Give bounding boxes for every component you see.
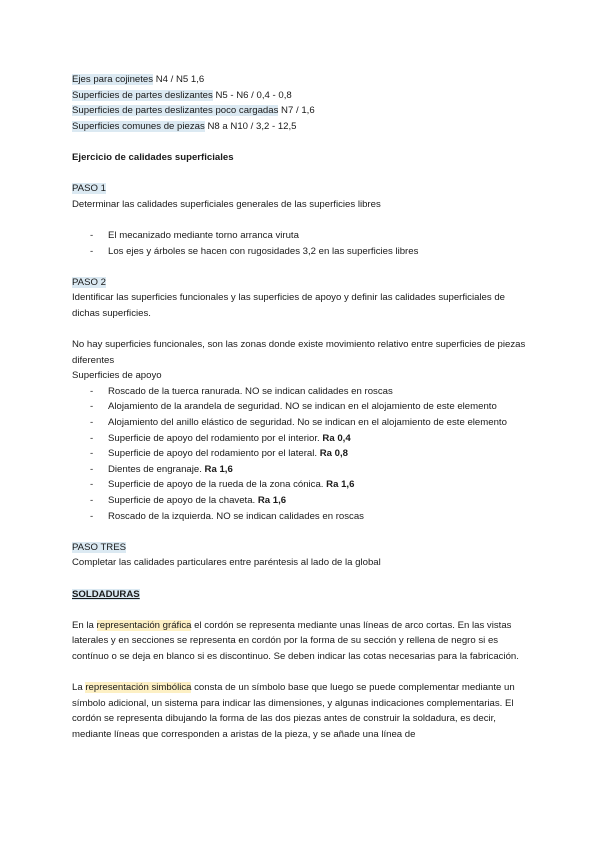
paso1-bullets — [72, 228, 528, 259]
list-item: - Roscado de la izquierda. NO se indican calidades en roscas — [90, 510, 364, 522]
highlight-term: representación simbólica — [85, 682, 192, 694]
list-item: - Dientes de engranaje. Ra 1,6 — [90, 463, 233, 475]
list-item-text: El mecanizado mediante torno arranca viruta — [108, 229, 299, 241]
list-item: - Superficie de apoyo del rodamiento por el lateral. Ra 0,8 — [90, 448, 349, 460]
roughness-item — [72, 103, 528, 119]
list-item: - Los ejes y árboles se hacen con rugosidades 3,2 en las superficies libres — [90, 245, 419, 257]
roughness-value: N4 / N5 1,6 — [153, 74, 205, 85]
roughness-value: N8 a N10 / 3,2 - 12,5 — [204, 120, 297, 132]
roughness-label: Superficies de partes deslizantes poco cargadas — [72, 105, 279, 117]
exercise-title: Ejercicio de calidades superficiales — [72, 151, 234, 163]
paso3-text: Completar las calidades particulares entre paréntesis al lado de la global — [72, 557, 381, 569]
list-item: - Roscado de la tuerca ranurada. NO se indican calidades en roscas — [90, 385, 393, 397]
list-item: - Superficie de apoyo de la chaveta. Ra 1,6 — [90, 495, 287, 507]
list-item: - Superficie de apoyo del rodamiento por el interior. Ra 0,4 — [90, 432, 351, 444]
highlight-term: representación gráfica — [96, 619, 192, 631]
roughness-label: Superficies de partes deslizantes — [72, 89, 213, 101]
roughness-value: N5 - N6 / 0,4 - 0,8 — [212, 89, 292, 101]
roughness-item — [72, 88, 528, 104]
paso2-text: Identificar las superficies funcionales y las superficies de apoyo y definir las calidades superficiales de dichas superficies. — [72, 292, 506, 319]
roughness-item — [72, 119, 528, 135]
list-item: - El mecanizado mediante torno arranca viruta — [90, 229, 299, 241]
paso1-text: Determinar las calidades superficiales generales de las superficies libres — [72, 198, 381, 210]
list-item: - Alojamiento de la arandela de seguridad. NO se indican en el alojamiento de este elemento — [90, 401, 497, 413]
roughness-value: N7 / 1,6 — [278, 105, 315, 117]
paso1-heading: PASO 1 — [72, 183, 106, 195]
soldaduras-paragraph-2: La representación simbólica consta de un símbolo base que luego se puede complementar mediante un símbolo adicional, un sistema para indicar las dimensiones, y algunas indicaciones complementarias. El cordón se representa dibujando la forma de las dos piezas antes de construir la soldadura, es decir, mediante líneas que corresponden a aristas de la pieza, y se añade una línea de — [72, 682, 515, 740]
support-bullets — [72, 384, 528, 524]
document-content — [72, 72, 528, 743]
roughness-label: Superficies comunes de piezas — [72, 120, 205, 132]
soldaduras-paragraph-1: En la representación gráfica el cordón se representa mediante unas líneas de arco cortas. En las vistas laterales y en secciones se representa en cordón por la forma de su sección y rellena de negro si es contínuo o se deja en blanco si es discontinuo. Se deben indicar las cotas necesarias para la fabricación. — [72, 619, 519, 662]
list-item-text: Los ejes y árboles se hacen con rugosidades 3,2 en las superficies libres — [108, 245, 419, 257]
list-item: - Alojamiento del anillo elástico de seguridad. No se indican en el alojamiento de este elemento — [90, 417, 507, 429]
list-item: - Superficie de apoyo de la rueda de la zona cónica. Ra 1,6 — [90, 479, 355, 491]
paso2-heading: PASO 2 — [72, 276, 106, 288]
roughness-item — [72, 72, 528, 88]
roughness-label: Ejes para cojinetes — [72, 74, 154, 85]
roughness-list — [72, 72, 528, 134]
soldaduras-heading: SOLDADURAS — [72, 588, 140, 600]
support-title: Superficies de apoyo — [72, 370, 162, 382]
paso2-no-functional: No hay superficies funcionales, son las zonas donde existe movimiento relativo entre superficies de piezas diferentes — [72, 339, 526, 366]
paso3-heading: PASO TRES — [72, 541, 127, 553]
